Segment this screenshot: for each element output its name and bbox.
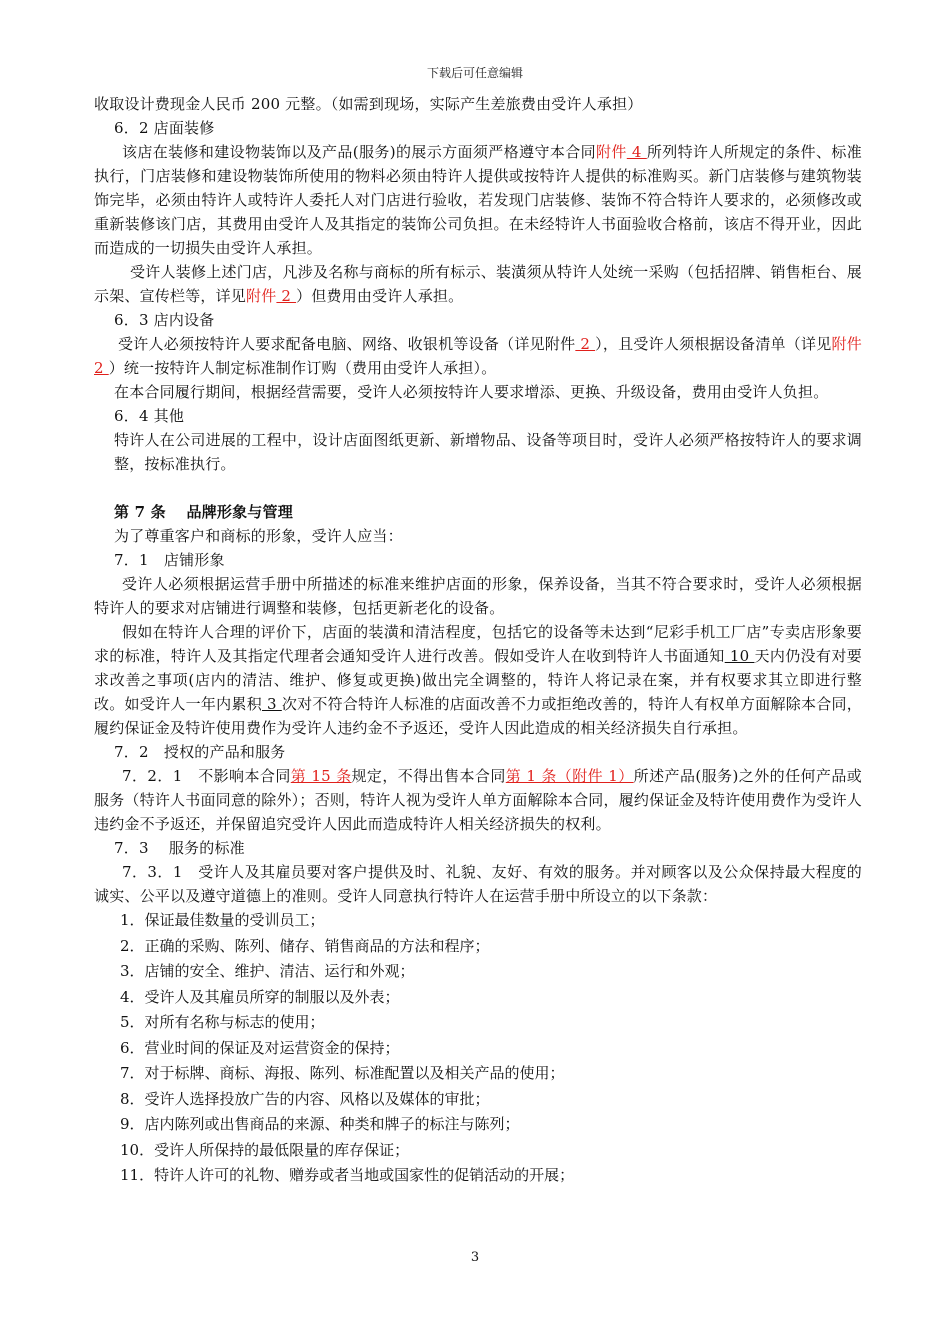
spacer: [94, 476, 862, 500]
article-1-annex-1-link[interactable]: 第 1 条（附件 1）: [505, 767, 634, 785]
annex-2-link[interactable]: 附件: [246, 287, 277, 305]
section-6-4-title: 6．4 其他: [114, 407, 185, 425]
standards-list: [94, 908, 862, 1189]
annex-2-number[interactable]: 2: [276, 287, 297, 305]
section-7-2-title: 7．2 授权的产品和服务: [114, 743, 286, 761]
section-7-2-1-paragraph: 7．2．1 不影响本合同第 15 条规定，不得出售本合同第 1 条（附件 1）所述产品(服务)之外的任何产品或服务（特许人书面同意的除外）；否则，特许人视为受许人单方面解除本合同，履约保证金及特许使用费作为受许人违约金不予返还，并保留追究受许人因此而造成特许人相关经济损失的权利。: [94, 767, 862, 833]
section-6-4-paragraph: 特许人在公司进展的工程中，设计店面图纸更新、新增物品、设备等项目时，受许人必须严格按特许人的要求调整，按标准执行。: [114, 431, 862, 473]
article-7-intro: 为了尊重客户和商标的形象，受许人应当：: [114, 527, 403, 545]
list-item: 5．对所有名称与标志的使用；: [120, 1013, 325, 1031]
page-header: 下载后可任意编辑: [426, 66, 523, 80]
section-6-2-paragraph-2: 受许人装修上述门店，凡涉及名称与商标的所有标示、装潢须从特许人处统一采购（包括招牌、销售柜台、展示架、宣传栏等，详见附件 2 ）但费用由受许人承担。: [94, 263, 862, 305]
annex-2-number[interactable]: 2: [94, 359, 109, 377]
times-value: 3: [261, 695, 282, 713]
days-value: 10: [724, 647, 755, 665]
section-6-3-paragraph-1: 受许人必须按特许人要求配备电脑、网络、收银机等设备（详见附件 2 ），且受许人须根据设备清单（详见附件 2 ）统一按特许人制定标准制作订购（费用由受许人承担）。: [94, 335, 862, 377]
annex-2-number[interactable]: 2: [575, 335, 596, 353]
section-7-3-title: 7．3 服务的标准: [114, 839, 245, 857]
document-body: [94, 92, 862, 1189]
annex-4-number[interactable]: 4: [626, 143, 647, 161]
section-6-2-title: 6．2 店面装修: [114, 119, 215, 137]
list-item: 4．受许人及其雇员所穿的制服以及外表；: [120, 987, 400, 1006]
annex-4-link[interactable]: 附件: [595, 143, 627, 161]
list-item: 1．保证最佳数量的受训员工；: [120, 911, 325, 929]
section-7-3-1-paragraph: 7．3．1 受许人及其雇员要对客户提供及时、礼貌、友好、有效的服务。并对顾客以及公众保持最大程度的诚实、公平以及遵守道德上的准则。受许人同意执行特许人在运营手册中所设立的以下条款：: [94, 863, 862, 905]
paragraph-design-fee: 收取设计费现金人民币 200 元整。（如需到现场，实际产生差旅费由受许人承担）: [94, 95, 643, 113]
article-7-title: 第 7 条 品牌形象与管理: [114, 503, 293, 521]
section-7-1-paragraph-2: 假如在特许人合理的评价下，店面的装潢和清洁程度，包括它的设备等未达到“尼彩手机工厂店”专卖店形象要求的标准，特许人及其指定代理者会通知受许人进行改善。假如受许人在收到特许人书面通知 10 天内仍没有对要求改善之事项(店内的清洁、维护、修复或更换)做出完全调整的，特许人将记录在案，并有权要求其立即进行整改。如受许人一年内累积 3 次对不符合特许人标准的店面改善不力或拒绝改善的，特许人有权单方面解除本合同，履约保证金及特许使用费作为受许人违约金不予返还，受许人因此造成的相关经济损失自行承担。: [94, 623, 863, 737]
list-item: 8．受许人选择投放广告的内容、风格以及媒体的审批；: [120, 1089, 490, 1108]
article-15-link[interactable]: 第 15 条: [290, 767, 352, 785]
list-item: 3．店铺的安全、维护、清洁、运行和外观；: [120, 962, 415, 980]
section-7-1-title: 7．1 店铺形象: [114, 551, 225, 569]
list-item: 2．正确的采购、陈列、储存、销售商品的方法和程序；: [120, 936, 490, 955]
list-item: 7．对于标牌、商标、海报、陈列、标准配置以及相关产品的使用；: [120, 1064, 565, 1082]
annex-2-link[interactable]: 附件: [831, 335, 862, 353]
page-number: 3: [470, 1250, 480, 1265]
section-6-3-paragraph-2: 在本合同履行期间，根据经营需要，受许人必须按特许人要求增添、更换、升级设备，费用由受许人负担。: [114, 383, 829, 401]
list-item: 9．店内陈列或出售商品的来源、种类和牌子的标注与陈列；: [120, 1115, 520, 1133]
section-6-3-title: 6．3 店内设备: [114, 311, 215, 329]
section-6-2-paragraph-1: 该店在装修和建设物装饰以及产品(服务)的展示方面须严格遵守本合同附件 4 所列特许人所规定的条件、标准执行，门店装修和建设物装饰所使用的物料必须由特许人提供或按特许人提供的标准购买。新门店装修与建筑物装饰完毕，必须由特许人或特许人委托人对门店进行验收，若发现门店装修、装饰不符合特许人要求的，必须修改或重新装修该门店，其费用由受许人及其指定的装饰公司负担。在未经特许人书面验收合格前，该店不得开业，因此而造成的一切损失由受许人承担。: [94, 143, 862, 257]
list-item: 10．受许人所保持的最低限量的库存保证；: [120, 1140, 410, 1159]
list-item: 6．营业时间的保证及对运营资金的保持；: [120, 1038, 400, 1057]
list-item: 11．特许人许可的礼物、赠券或者当地或国家性的促销活动的开展；: [120, 1166, 575, 1184]
section-7-1-paragraph-1: 受许人必须根据运营手册中所描述的标准来维护店面的形象，保养设备，当其不符合要求时，受许人必须根据特许人的要求对店铺进行调整和装修，包括更新老化的设备。: [94, 575, 862, 617]
